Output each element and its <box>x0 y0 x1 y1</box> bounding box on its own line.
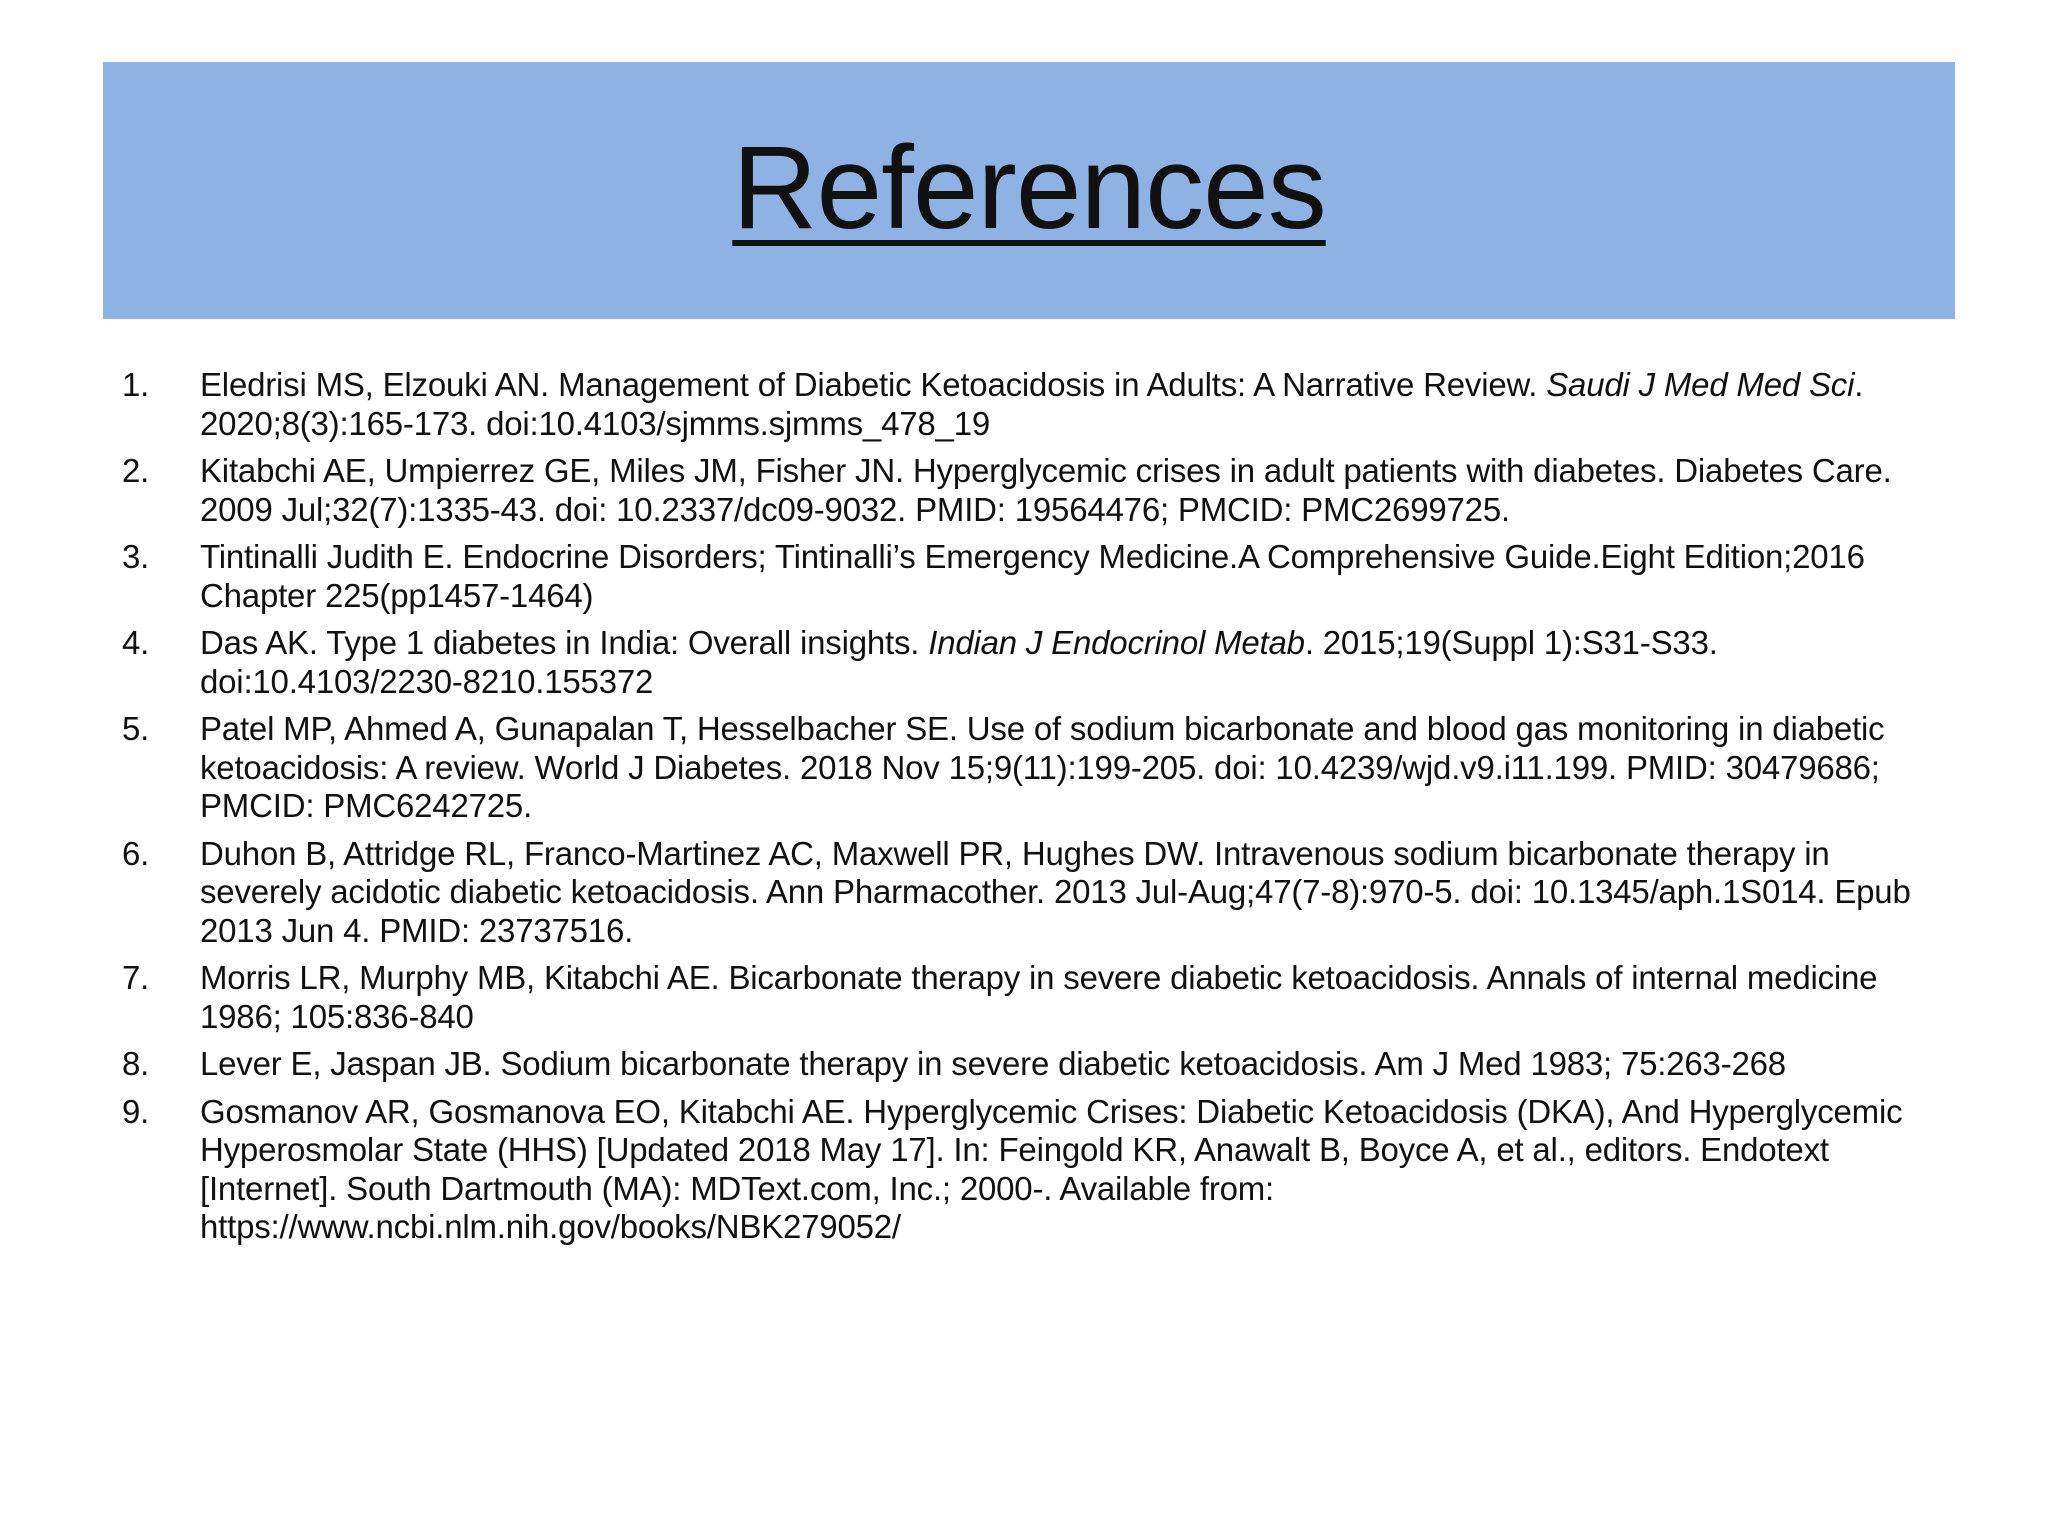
reference-item <box>122 538 1952 615</box>
reference-text-part: . 2015;19(Suppl 1):S31-S33. doi:10.4103/2230-8210.155372 <box>200 624 1718 700</box>
reference-item <box>122 959 1952 1036</box>
reference-text-part: Das AK. Type 1 diabetes in India: Overall insights. <box>200 624 929 661</box>
reference-number: 6. <box>122 834 150 872</box>
reference-text-part: Kitabchi AE, Umpierrez GE, Miles JM, Fisher JN. Hyperglycemic crises in adult patients with diabetes. Diabetes Care. 2009 Jul;32(7):1335-43. doi: 10.2337/dc09-9032. PMID: 19564476; PMCID: PMC2699725. <box>200 452 1892 528</box>
reference-text-part: Duhon B, Attridge RL, Franco-Martinez AC, Maxwell PR, Hughes DW. Intravenous sodium bicarbonate therapy in severely acidotic diabetic ketoacidosis. Ann Pharmacother. 2013 Jul-Aug;47(7-8):970-5. doi: 10.1345/aph.1S014. Epub 2013 Jun 4. PMID: 23737516. <box>200 834 1911 949</box>
reference-item <box>122 624 1952 701</box>
reference-text <box>200 1045 1952 1084</box>
reference-number: 5. <box>122 710 150 747</box>
reference-text-part: Patel MP, Ahmed A, Gunapalan T, Hesselbacher SE. Use of sodium bicarbonate and blood gas monitoring in diabetic ketoacidosis: A review. World J Diabetes. 2018 Nov 15;9(11):199-205. doi: 10.4239/wjd.v9.i11.199. PMID: 30479686; PMCID: PMC6242725. <box>200 710 1885 824</box>
reference-text <box>200 959 1952 1036</box>
reference-item <box>122 1045 1952 1084</box>
reference-number: 7. <box>122 959 150 996</box>
reference-text <box>200 624 1952 701</box>
reference-item <box>122 452 1952 529</box>
reference-item <box>122 1093 1952 1247</box>
reference-text <box>200 710 1952 826</box>
reference-text <box>200 366 1952 443</box>
reference-item <box>122 366 1952 443</box>
reference-text-part: Gosmanov AR, Gosmanova EO, Kitabchi AE. Hyperglycemic Crises: Diabetic Ketoacidosis (DKA), And Hyperglycemic Hyperosmolar State (HHS) [Updated 2018 May 17]. In: Feingold KR, Anawalt B, Boyce A, et al., editors. Endotext [Internet]. South Dartmouth (MA): MDText.com, Inc.; 2000-. Available from: https://www.ncbi.nlm.nih.gov/books/NBK279052/ <box>200 1092 1903 1245</box>
reference-text <box>200 835 1952 951</box>
reference-text-part: Lever E, Jaspan JB. Sodium bicarbonate therapy in severe diabetic ketoacidosis. Am J Med 1983; 75:263-268 <box>200 1045 1786 1082</box>
reference-number: 1. <box>122 366 150 403</box>
reference-number: 4. <box>122 624 150 661</box>
reference-text <box>200 1093 1952 1247</box>
reference-list <box>122 366 1952 1256</box>
reference-number: 9. <box>122 1092 150 1130</box>
reference-text <box>200 538 1952 615</box>
reference-text-part: Morris LR, Murphy MB, Kitabchi AE. Bicarbonate therapy in severe diabetic ketoacidosis. Annals of internal medicine 1986; 105:836-840 <box>200 959 1878 1035</box>
reference-text-part: Tintinalli Judith E. Endocrine Disorders; Tintinalli’s Emergency Medicine.A Comprehensive Guide.Eight Edition;2016 Chapter 225(pp1457-1464) <box>200 538 1865 614</box>
reference-journal: Saudi J Med Med Sci <box>1546 366 1855 403</box>
reference-item <box>122 710 1952 826</box>
reference-number: 3. <box>122 538 150 575</box>
reference-journal: Indian J Endocrinol Metab <box>928 624 1305 661</box>
title-banner <box>103 62 1955 319</box>
slide-title: References <box>732 121 1326 254</box>
reference-number: 8. <box>122 1045 150 1082</box>
reference-text <box>200 452 1952 529</box>
reference-item <box>122 835 1952 951</box>
reference-number: 2. <box>122 452 150 489</box>
reference-text-part: Eledrisi MS, Elzouki AN. Management of Diabetic Ketoacidosis in Adults: A Narrative Review. <box>200 366 1547 403</box>
reference-text-part: . 2020;8(3):165-173. doi:10.4103/sjmms.sjmms_478_19 <box>200 366 1864 442</box>
